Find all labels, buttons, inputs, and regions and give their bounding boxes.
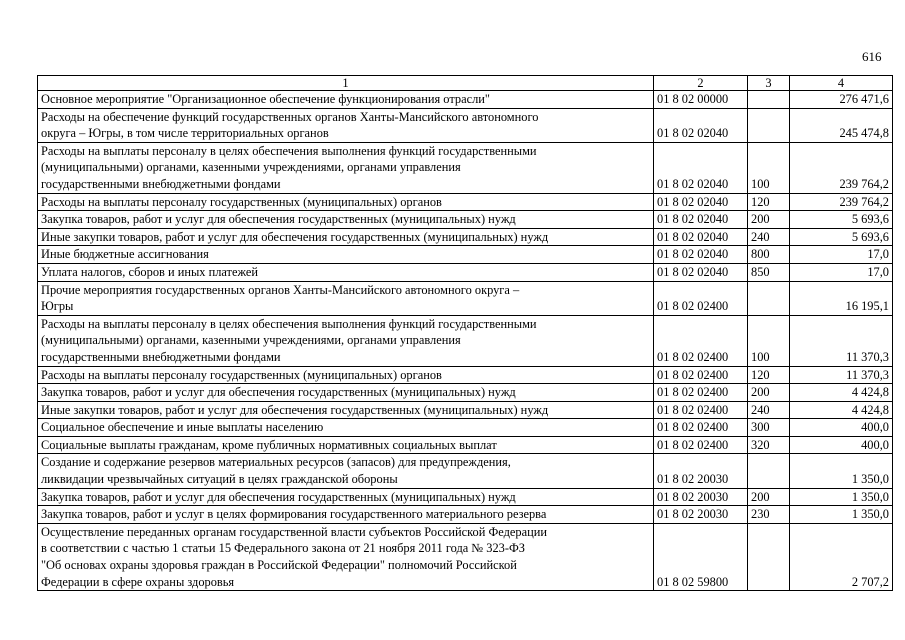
table-row [38, 401, 893, 419]
amount-cell: 17,0 [790, 246, 893, 264]
code-cell: 01 8 02 02040 [654, 211, 748, 229]
table-row [38, 506, 893, 524]
table-row [38, 281, 893, 315]
type-cell: 120 [748, 193, 790, 211]
type-cell [748, 454, 790, 488]
amount-cell: 400,0 [790, 436, 893, 454]
name-cell: Расходы на выплаты персоналу государственных (муниципальных) органов [38, 366, 654, 384]
type-cell: 800 [748, 246, 790, 264]
name-cell: Иные закупки товаров, работ и услуг для обеспечения государственных (муниципальных) нужд [38, 228, 654, 246]
name-cell: Расходы на выплаты персоналу государственных (муниципальных) органов [38, 193, 654, 211]
page-number: 616 [862, 49, 882, 64]
code-cell: 01 8 02 02040 [654, 142, 748, 193]
code-cell: 01 8 02 02040 [654, 263, 748, 281]
type-cell: 100 [748, 315, 790, 366]
amount-cell: 11 370,3 [790, 366, 893, 384]
code-cell: 01 8 02 02400 [654, 384, 748, 402]
type-cell: 200 [748, 211, 790, 229]
name-cell: Иные бюджетные ассигнования [38, 246, 654, 264]
table-row [38, 419, 893, 437]
type-cell [748, 108, 790, 142]
type-cell [748, 281, 790, 315]
type-cell: 240 [748, 228, 790, 246]
amount-cell: 4 424,8 [790, 384, 893, 402]
table-body [38, 91, 893, 591]
amount-cell: 1 350,0 [790, 488, 893, 506]
amount-cell: 245 474,8 [790, 108, 893, 142]
header-row [38, 76, 893, 91]
name-cell: Закупка товаров, работ и услуг в целях формирования государственного материального резерва [38, 506, 654, 524]
table-row [38, 436, 893, 454]
name-cell: Социальные выплаты гражданам, кроме публичных нормативных социальных выплат [38, 436, 654, 454]
table-row [38, 263, 893, 281]
table-row [38, 454, 893, 488]
table-row [38, 246, 893, 264]
table-row [38, 523, 893, 590]
amount-cell: 1 350,0 [790, 506, 893, 524]
amount-cell: 11 370,3 [790, 315, 893, 366]
header-col-1: 1 [38, 76, 654, 91]
name-cell: Уплата налогов, сборов и иных платежей [38, 263, 654, 281]
name-cell: Закупка товаров, работ и услуг для обеспечения государственных (муниципальных) нужд [38, 211, 654, 229]
type-cell [748, 91, 790, 109]
amount-cell: 5 693,6 [790, 211, 893, 229]
code-cell: 01 8 02 02400 [654, 401, 748, 419]
header-col-3: 3 [748, 76, 790, 91]
name-cell: Иные закупки товаров, работ и услуг для обеспечения государственных (муниципальных) нужд [38, 401, 654, 419]
name-cell: Расходы на обеспечение функций государственных органов Ханты-Мансийского автономного округа – Югры, в том числе территориальных органов [38, 108, 654, 142]
table-row [38, 228, 893, 246]
code-cell: 01 8 02 02040 [654, 193, 748, 211]
table-row [38, 315, 893, 366]
amount-cell: 17,0 [790, 263, 893, 281]
code-cell: 01 8 02 02400 [654, 419, 748, 437]
amount-cell: 239 764,2 [790, 193, 893, 211]
name-cell: Прочие мероприятия государственных органов Ханты-Мансийского автономного округа – Югры [38, 281, 654, 315]
table-row [38, 366, 893, 384]
amount-cell: 400,0 [790, 419, 893, 437]
name-cell: Социальное обеспечение и иные выплаты населению [38, 419, 654, 437]
header-col-4: 4 [790, 76, 893, 91]
type-cell: 850 [748, 263, 790, 281]
code-cell: 01 8 02 02040 [654, 228, 748, 246]
code-cell: 01 8 02 02040 [654, 108, 748, 142]
name-cell: Создание и содержание резервов материальных ресурсов (запасов) для предупреждения, ликвидации чрезвычайных ситуаций в целях гражданской обороны [38, 454, 654, 488]
table-row [38, 488, 893, 506]
type-cell: 120 [748, 366, 790, 384]
type-cell: 240 [748, 401, 790, 419]
amount-cell: 276 471,6 [790, 91, 893, 109]
type-cell: 300 [748, 419, 790, 437]
table-header [38, 76, 893, 91]
code-cell: 01 8 02 02040 [654, 246, 748, 264]
type-cell: 100 [748, 142, 790, 193]
table-row [38, 91, 893, 109]
budget-table [37, 75, 893, 591]
code-cell: 01 8 02 02400 [654, 281, 748, 315]
table-row [38, 142, 893, 193]
type-cell [748, 523, 790, 590]
name-cell: Расходы на выплаты персоналу в целях обеспечения выполнения функций государственными (муниципальными) органами, казенными учреждениями, органами управления государственными внебюджетными фондами [38, 142, 654, 193]
type-cell: 200 [748, 384, 790, 402]
code-cell: 01 8 02 20030 [654, 454, 748, 488]
header-col-2: 2 [654, 76, 748, 91]
type-cell: 230 [748, 506, 790, 524]
type-cell: 200 [748, 488, 790, 506]
code-cell: 01 8 02 02400 [654, 366, 748, 384]
name-cell: Закупка товаров, работ и услуг для обеспечения государственных (муниципальных) нужд [38, 384, 654, 402]
amount-cell: 2 707,2 [790, 523, 893, 590]
code-cell: 01 8 02 02400 [654, 315, 748, 366]
amount-cell: 5 693,6 [790, 228, 893, 246]
code-cell: 01 8 02 20030 [654, 506, 748, 524]
code-cell: 01 8 02 00000 [654, 91, 748, 109]
type-cell: 320 [748, 436, 790, 454]
amount-cell: 239 764,2 [790, 142, 893, 193]
amount-cell: 16 195,1 [790, 281, 893, 315]
table-row [38, 211, 893, 229]
amount-cell: 4 424,8 [790, 401, 893, 419]
code-cell: 01 8 02 20030 [654, 488, 748, 506]
table-row [38, 108, 893, 142]
code-cell: 01 8 02 59800 [654, 523, 748, 590]
name-cell: Осуществление переданных органам государственной власти субъектов Российской Федерации в соответствии с частью 1 статьи 15 Федерального закона от 21 ноября 2011 года № 323-ФЗ "Об основах охраны здоровья граждан в Российской Федерации" полномочий Российской Федерации в сфере охраны здоровья [38, 523, 654, 590]
name-cell: Расходы на выплаты персоналу в целях обеспечения выполнения функций государственными (муниципальными) органами, казенными учреждениями, органами управления государственными внебюджетными фондами [38, 315, 654, 366]
name-cell: Основное мероприятие "Организационное обеспечение функционирования отрасли" [38, 91, 654, 109]
amount-cell: 1 350,0 [790, 454, 893, 488]
table-row [38, 384, 893, 402]
name-cell: Закупка товаров, работ и услуг для обеспечения государственных (муниципальных) нужд [38, 488, 654, 506]
table-row [38, 193, 893, 211]
code-cell: 01 8 02 02400 [654, 436, 748, 454]
